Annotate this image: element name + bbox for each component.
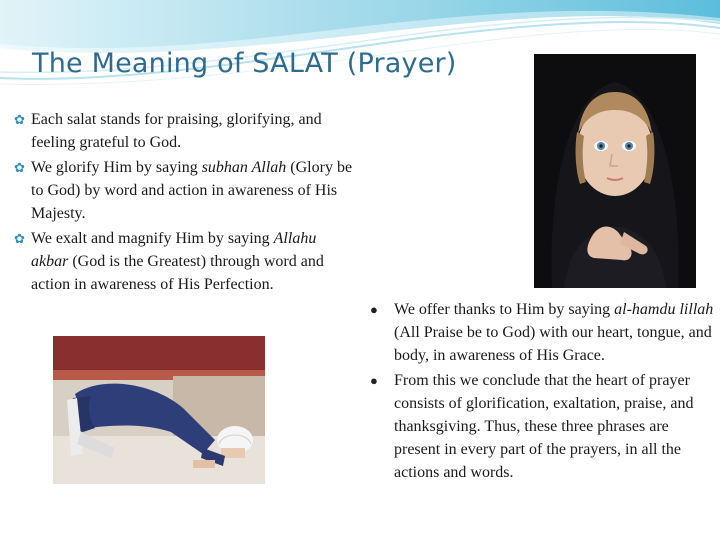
child-portrait-photo: [534, 54, 696, 288]
slide-title: The Meaning of SALAT (Prayer): [32, 48, 457, 79]
prostration-photo: [53, 336, 265, 484]
bullet-text: From this we conclude that the heart of prayer consists of glorification, exaltation, praise, and thanksgiving. Thus, these three phrases are present in every part of the prayers, in all the actions and words.: [394, 372, 694, 481]
bullet-item: [14, 227, 354, 296]
bullet-text: We exalt and magnify Him by saying: [31, 230, 274, 247]
bullet-text-continued: (All Praise be to God) with our heart, tongue, and body, in awareness of His Grace.: [394, 324, 712, 364]
left-bullet-list: [14, 108, 354, 298]
dot-bullet-icon: ●: [370, 373, 378, 388]
right-bullet-list: [368, 298, 714, 486]
arabic-phrase: subhan Allah: [201, 159, 287, 176]
swoosh-bullet-icon: ✿: [14, 160, 25, 175]
swoosh-bullet-icon: ✿: [14, 112, 25, 127]
bullet-text: Each salat stands for praising, glorifying, and feeling grateful to God.: [31, 111, 322, 151]
bullet-item: [14, 108, 354, 154]
swoosh-bullet-icon: ✿: [14, 231, 25, 246]
bullet-item: [368, 298, 714, 367]
bullet-item: [368, 369, 714, 484]
bullet-item: [14, 156, 354, 225]
arabic-phrase: al-hamdu lillah: [614, 301, 714, 318]
arabic-phrase: Allahu akbar: [31, 230, 317, 270]
bullet-text-continued: (Glory be to God) by word and action in awareness of His Majesty.: [31, 159, 353, 222]
bullet-text: We glorify Him by saying: [31, 159, 202, 176]
bullet-text-continued: (God is the Greatest) through word and action in awareness of His Perfection.: [31, 253, 324, 293]
bullet-text: We offer thanks to Him by saying: [394, 301, 615, 318]
dot-bullet-icon: ●: [370, 302, 378, 317]
